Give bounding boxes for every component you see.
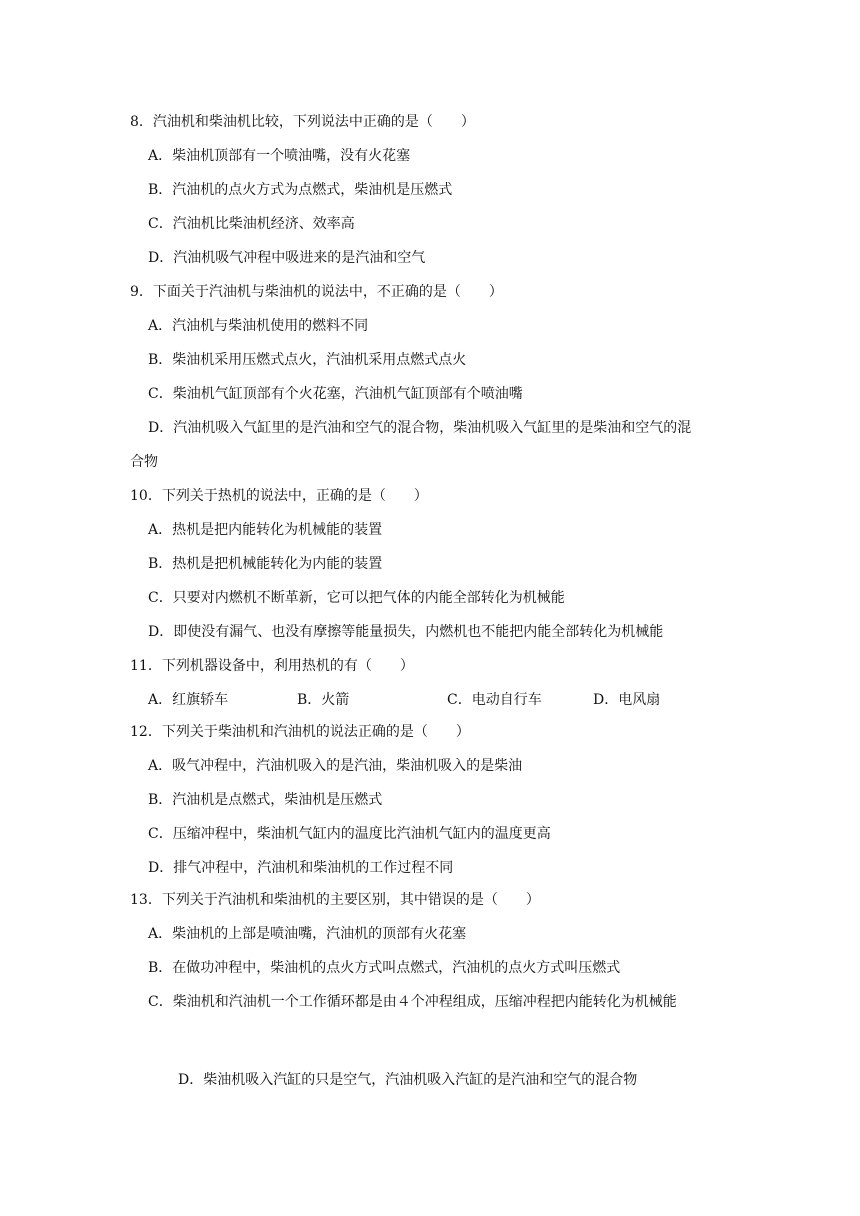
question-8-option-a: A．柴油机顶部有一个喷油嘴，没有火花塞 <box>148 148 411 164</box>
question-12-stem: 12．下列关于柴油机和汽油机的说法正确的是（ ） <box>130 724 470 740</box>
question-9-option-d: D．汽油机吸入气缸里的是汽油和空气的混合物，柴油机吸入气缸里的是柴油和空气的混 <box>148 420 692 436</box>
question-13-option-a: A．柴油机的上部是喷油嘴，汽油机的顶部有火花塞 <box>148 926 467 942</box>
question-9-option-c: C．柴油机气缸顶部有个火花塞，汽油机气缸顶部有个喷油嘴 <box>148 386 523 402</box>
question-12-option-d: D．排气冲程中，汽油机和柴油机的工作过程不同 <box>148 860 454 876</box>
question-12-option-a: A．吸气冲程中，汽油机吸入的是汽油，柴油机吸入的是柴油 <box>148 758 523 774</box>
question-11-options-row <box>0 690 860 710</box>
question-9-option-d-continuation: 合物 <box>130 454 158 470</box>
question-10-option-d: D．即使没有漏气、也没有摩擦等能量损失，内燃机也不能把内能全部转化为机械能 <box>148 624 664 640</box>
question-8-option-b: B．汽油机的点火方式为点燃式，柴油机是压燃式 <box>148 182 453 198</box>
question-12-option-b: B．汽油机是点燃式，柴油机是压燃式 <box>148 792 383 808</box>
question-10-stem: 10．下列关于热机的说法中，正确的是（ ） <box>130 488 428 504</box>
question-8-option-c: C．汽油机比柴油机经济、效率高 <box>148 216 355 232</box>
question-13-option-c: C．柴油机和汽油机一个工作循环都是由４个冲程组成，压缩冲程把内能转化为机械能 <box>148 994 677 1010</box>
question-11-option-a: A．红旗轿车 <box>148 692 229 708</box>
question-12-option-c: C．压缩冲程中，柴油机气缸内的温度比汽油机气缸内的温度更高 <box>148 826 551 842</box>
question-8-stem: 8．汽油机和柴油机比较，下列说法中正确的是（ ） <box>130 114 475 130</box>
question-8-option-d: D．汽油机吸气冲程中吸进来的是汽油和空气 <box>148 250 426 266</box>
question-9-option-b: B．柴油机采用压燃式点火，汽油机采用点燃式点火 <box>148 352 467 368</box>
question-10-option-c: C．只要对内燃机不断革新，它可以把气体的内能全部转化为机械能 <box>148 590 565 606</box>
question-11-option-d: D．电风扇 <box>593 692 661 708</box>
question-11-option-c: C．电动自行车 <box>447 692 542 708</box>
question-11-stem: 11．下列机器设备中，利用热机的有（ ） <box>130 658 414 674</box>
question-9-option-a: A．汽油机与柴油机使用的燃料不同 <box>148 318 369 334</box>
question-13-option-d: D．柴油机吸入汽缸的只是空气，汽油机吸入汽缸的是汽油和空气的混合物 <box>178 1072 638 1088</box>
question-13-option-b: B．在做功冲程中，柴油机的点火方式叫点燃式，汽油机的点火方式叫压燃式 <box>148 960 621 976</box>
question-11-option-b: B．火箭 <box>297 692 350 708</box>
question-9-stem: 9．下面关于汽油机与柴油机的说法中，不正确的是（ ） <box>130 284 503 300</box>
question-13-stem: 13．下列关于汽油机和柴油机的主要区别，其中错误的是（ ） <box>130 892 540 908</box>
question-10-option-b: B．热机是把机械能转化为内能的装置 <box>148 556 383 572</box>
question-10-option-a: A．热机是把内能转化为机械能的装置 <box>148 522 383 538</box>
